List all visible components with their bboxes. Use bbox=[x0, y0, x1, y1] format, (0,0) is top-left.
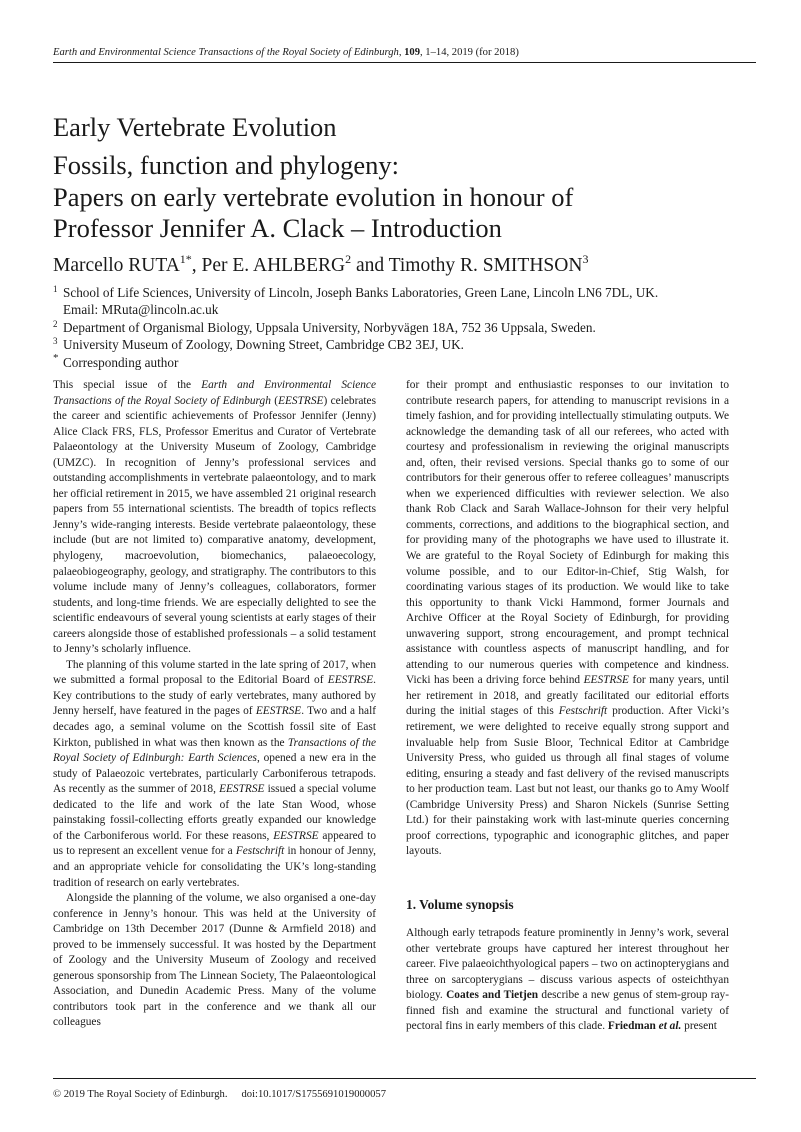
paragraph bbox=[406, 378, 729, 860]
title-line: Fossils, function and phylogeny: bbox=[53, 150, 399, 180]
text-run: The planning of this volume started in the late spring of 2017, when we submitted a formal proposal to the Editorial Board of bbox=[53, 658, 376, 687]
text-run: ( bbox=[270, 394, 279, 407]
author-name: Per E. AHLBERG bbox=[201, 255, 346, 276]
author-sup: 1* bbox=[179, 252, 192, 266]
right-column bbox=[406, 378, 729, 1035]
text-run: in honour of Jenny, and an appropriate vehicle for consolidating the UK’s long-standing tradition of research on early vertebrates. bbox=[53, 845, 376, 889]
affil-text: School of Life Sciences, University of Lincoln, Joseph Banks Laboratories, Green Lane, Lincoln LN6 7DL, UK. bbox=[63, 285, 659, 300]
volume-number: 109 bbox=[404, 47, 420, 58]
affiliation-email bbox=[53, 301, 758, 318]
affiliations bbox=[53, 284, 758, 371]
text-run: Transactions of the Royal Society of Edinburgh: Earth Sciences bbox=[53, 736, 376, 765]
author-sep: , bbox=[191, 255, 202, 276]
text-run: Coates and Tietjen bbox=[446, 989, 539, 1002]
email-text: Email: MRuta@lincoln.ac.uk bbox=[63, 302, 219, 318]
affiliation bbox=[53, 284, 758, 301]
author-sup: 2 bbox=[345, 252, 352, 266]
text-run: This special issue of the bbox=[53, 379, 202, 391]
text-run: , opened a new era in the study of Palaeozoic vertebrates, particularly Carboniferous tetrapods. As recently as the summer of 2018, bbox=[53, 752, 376, 796]
text-run: Friedman bbox=[607, 1020, 659, 1033]
article-title bbox=[53, 150, 758, 245]
affiliation bbox=[53, 319, 758, 336]
text-run: Although early tetrapods feature prominently in Jenny’s work, several other vertebrate groups have captured her interest throughout her career. Five palaeoichthyological papers – two on actinopterygians and three on sarcopterygians – discuss various aspects of osteichthyan biology. bbox=[406, 926, 729, 1002]
text-run: EESTRSE bbox=[255, 705, 302, 718]
text-run: et al. bbox=[658, 1020, 682, 1033]
header-rule bbox=[53, 62, 756, 63]
author-name: Timothy R. SMITHSON bbox=[388, 255, 583, 276]
copyright: © 2019 The Royal Society of Edinburgh. bbox=[53, 1089, 228, 1100]
series-title: Early Vertebrate Evolution bbox=[53, 112, 337, 142]
affil-sup: * bbox=[53, 351, 59, 364]
text-run: ) celebrates the career and scientific achievements of Professor Jennifer (Jenny) Alice Clack FRS, FLS, Professor Emeritus and Curator of Vertebrate Palaeontology at the University Museum of Zoology, Cambridge (UMZC). In recognition of Jenny’s professional services and outstanding accomplishments in vertebrate palaeontology, and to mark her official retirement in 2015, we have assembled 21 original research papers from 55 international scientists. The breadth of topics reflects Jenny’s wide-ranging interests. Beside vertebrate palaeontology, these include (but are not limited to) comparative anatomy, development, phylogeny, macroevolution, biomechanics, palaeoecology, palaeobiogeography, geology, and stratigraphy. The contributors to this volume include many of Jenny’s colleagues, collaborators, former students, and long-time friends. We are especially delighted to see the scientific endeavours of several young scientists at early stages of their careers alongside those of established professionals – a solid testament to Jenny’s scholarly influence. bbox=[53, 394, 376, 656]
title-line: Professor Jennifer A. Clack – Introduction bbox=[53, 213, 502, 243]
running-head bbox=[53, 46, 757, 59]
paragraph bbox=[53, 658, 376, 891]
author-sup: 3 bbox=[582, 252, 589, 266]
text-run: EESTRSE bbox=[273, 829, 319, 842]
author-sep: and bbox=[351, 255, 389, 276]
text-run: describe a new genus of stem-group ray-finned fish and examine the structural and functional variety of pectoral fins in early members of this clade. bbox=[406, 989, 729, 1033]
text-run: issued a special volume dedicated to the life and work of the late Stan Wood, whose painstaking fossil-collecting efforts greatly expanded our knowledge of the Carboniferous world. For these reasons, bbox=[53, 783, 376, 842]
corresponding-note bbox=[53, 351, 758, 371]
text-run: appeared to us to represent an excellent venue for a bbox=[53, 829, 377, 858]
running-head-sep: , bbox=[398, 47, 405, 58]
footer bbox=[53, 1088, 386, 1101]
affiliation bbox=[53, 336, 758, 353]
text-run: present bbox=[681, 1020, 717, 1033]
text-run: Earth and Environmental Science Transactions of the Royal Society of Edinburgh bbox=[53, 379, 376, 407]
text-run: Festschrift bbox=[235, 845, 285, 858]
affil-sup: 3 bbox=[53, 336, 58, 347]
author-name: Marcello RUTA bbox=[53, 255, 180, 276]
text-run: . Key contributions to the study of early vertebrates, many authored by Jenny herself, have featured in the pages of bbox=[53, 674, 376, 718]
paragraph bbox=[406, 926, 729, 1035]
text-run: Festschrift bbox=[558, 705, 608, 718]
text-run: production. After Vicki’s retirement, we were delighted to receive equally strong support and invaluable help from Susie Bloor, Technical Editor at Cambridge University Press, who guided us through all final stages of volume editing, ensuring a steady and fast delivery of the revised manuscripts to her production team. Last but not least, our thanks go to Amy Woolf (Cambridge University Press) and Sharon Nickels (Sunrise Setting Ltd.) for their painstaking work with last-minute queries concerning proof corrections, typographic and iconographic glitches, and paper layouts. bbox=[406, 705, 729, 858]
affil-text: University Museum of Zoology, Downing Street, Cambridge CB2 3EJ, UK. bbox=[63, 337, 464, 353]
section-heading: 1. Volume synopsis bbox=[406, 896, 514, 912]
affil-sup: 1 bbox=[53, 284, 58, 294]
text-run: for their prompt and enthusiastic responses to our invitation to contribute research papers, for attending to manuscript revisions in a timely fashion, and for providing intellectually stimulating outputs. We acknowledge the demanding task of all our referees, who acted with courtesy and professionalism in reviewing the original manuscripts and, often, their revised versions. Special thanks go to some of our contributors for their generous offer to referee colleagues’ manuscripts when we experienced difficulties with reviewer selection. We also thank Rob Clack and Sarah Wallace-Johnson for their very helpful comments, corrections, and additions to the biographical section, and for providing many of the photographs we have used to illustrate it. We are grateful to the Royal Society of Edinburgh for making this volume possible, and to our Editor-in-Chief, Stig Walsh, for coordinating various stages of its production. We would like to take this opportunity to thank Vicki Hammond, former Journals and Archive Officer at the Royal Society of Edinburgh, for providing unwavering support, strong encouragement, and prompt technical assistance with countless aspects of manuscript handling, and for attending to our numerous queries with competence and kindness. Vicki has been a driving force behind bbox=[406, 379, 729, 687]
author-list bbox=[53, 254, 588, 278]
text-run: EESTRSE bbox=[583, 674, 629, 687]
footer-rule bbox=[53, 1078, 756, 1079]
text-run: . Two and a half decades ago, a seminal volume on the Scottish fossil site of East Kirkton, published in what was then known as the bbox=[53, 705, 376, 749]
pages-year: , 1–14, 2019 (for 2018) bbox=[420, 47, 519, 58]
text-run: EESTRSE bbox=[219, 783, 265, 796]
text-run: Alongside the planning of the volume, we also organised a one-day conference in Jenny’s honour. This was held at the University of Cambridge on 13th December 2017 (Dunne & Armfield 2018) and proved to be immensely successful. It was hosted by the Department of Zoology and the University Museum of Zoology and received generous sponsorship from The Linnean Society, The Palaeontological Association, and Dunedin Academic Press. Many of the volume contributors took part in the conference and we thank all our colleagues bbox=[53, 892, 376, 1029]
left-column bbox=[53, 378, 376, 1031]
affil-sup: 2 bbox=[53, 318, 58, 329]
paragraph bbox=[53, 891, 376, 1031]
paragraph bbox=[53, 378, 376, 658]
text-run: EESTRSE bbox=[278, 394, 324, 407]
doi: doi:10.1017/S1755691019000057 bbox=[241, 1089, 386, 1100]
text-run: for many years, until her retirement in 2018, and greatly facilitated our editorial efforts during the initial stages of this bbox=[406, 674, 729, 718]
text-run: EESTRSE bbox=[327, 674, 374, 687]
journal-name: Earth and Environmental Science Transactions of the Royal Society of Edinburgh bbox=[53, 47, 399, 58]
affil-text: Department of Organismal Biology, Uppsala University, Norbyvägen 18A, 752 36 Uppsala, Sweden. bbox=[63, 319, 596, 335]
affil-text: Corresponding author bbox=[63, 354, 179, 370]
title-line: Papers on early vertebrate evolution in honour of bbox=[53, 181, 574, 212]
